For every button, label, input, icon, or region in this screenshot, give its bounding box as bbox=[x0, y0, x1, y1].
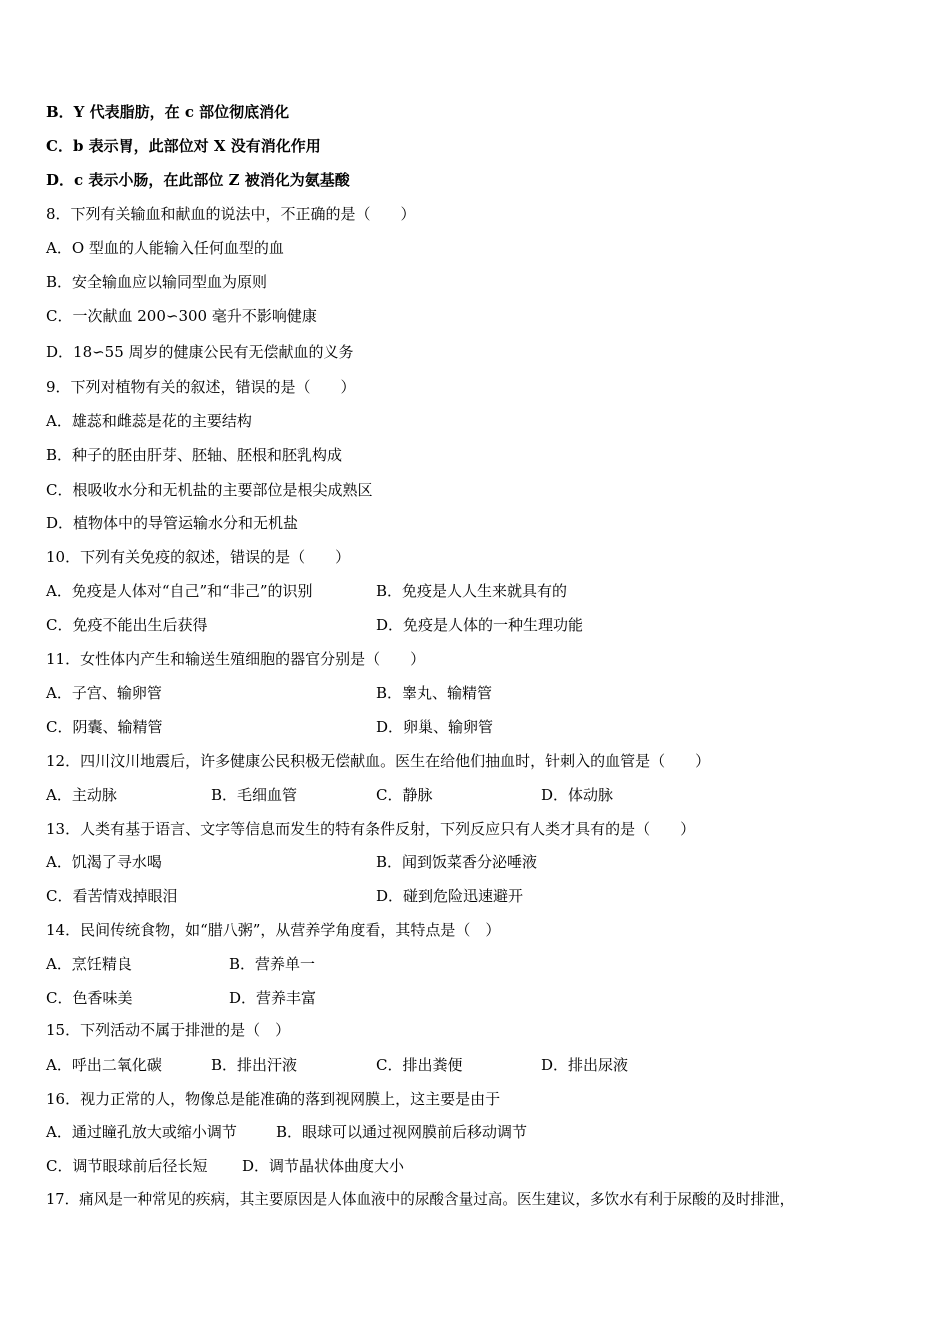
q15-stem: 15．下列活动不属于排泄的是（ ） bbox=[46, 1021, 291, 1039]
q13-stem: 13．人类有基于语言、文字等信息而发生的特有条件反射，下列反应只有人类才具有的是（ ） bbox=[46, 820, 696, 838]
q12-option-c: C．静脉 bbox=[376, 786, 433, 804]
q8-option-c: C．一次献血 200∽300 毫升不影响健康 bbox=[46, 307, 317, 325]
q12-option-d: D．体动脉 bbox=[541, 786, 614, 804]
q14-option-a: A．烹饪精良 bbox=[46, 955, 132, 973]
q13-option-a: A．饥渴了寻水喝 bbox=[46, 853, 162, 871]
q7-option-b: B．Y 代表脂肪，在 c 部位彻底消化 bbox=[46, 103, 290, 121]
q11-stem: 11．女性体内产生和输送生殖细胞的器官分别是（ ） bbox=[46, 650, 426, 668]
q11-option-c: C．阴囊、输精管 bbox=[46, 718, 163, 736]
q9-option-c: C．根吸收水分和无机盐的主要部位是根尖成熟区 bbox=[46, 481, 373, 499]
q9-option-a: A．雄蕊和雌蕊是花的主要结构 bbox=[46, 412, 252, 430]
q16-option-c: C．调节眼球前后径长短 bbox=[46, 1157, 208, 1175]
q10-option-b: B．免疫是人人生来就具有的 bbox=[376, 582, 568, 600]
q9-option-b: B．种子的胚由肝芽、胚轴、胚根和胚乳构成 bbox=[46, 446, 343, 464]
q10-option-a: A．免疫是人体对“自己”和“非己”的识别 bbox=[46, 582, 313, 600]
q15-option-c: C．排出粪便 bbox=[376, 1056, 463, 1074]
q12-option-b: B．毛细血管 bbox=[211, 786, 298, 804]
q11-option-d: D．卵巢、输卵管 bbox=[376, 718, 494, 736]
q16-option-b: B．眼球可以通过视网膜前后移动调节 bbox=[276, 1123, 528, 1141]
q14-option-b: B．营养单一 bbox=[229, 955, 316, 973]
q8-option-b: B．安全输血应以输同型血为原则 bbox=[46, 273, 268, 291]
q17-stem: 17．痛风是一种常见的疾病，其主要原因是人体血液中的尿酸含量过高。医生建议，多饮水有利于尿酸的及时排泄， bbox=[46, 1191, 795, 1208]
q15-option-b: B．排出汗液 bbox=[211, 1056, 298, 1074]
q8-stem: 8．下列有关输血和献血的说法中，不正确的是（ ） bbox=[46, 205, 416, 223]
q13-option-d: D．碰到危险迅速避开 bbox=[376, 887, 524, 905]
q10-option-c: C．免疫不能出生后获得 bbox=[46, 616, 208, 634]
q8-option-d: D．18∽55 周岁的健康公民有无偿献血的义务 bbox=[46, 343, 354, 361]
q10-option-d: D．免疫是人体的一种生理功能 bbox=[376, 616, 584, 634]
q12-option-a: A．主动脉 bbox=[46, 786, 117, 804]
q16-stem: 16．视力正常的人，物像总是能准确的落到视网膜上，这主要是由于 bbox=[46, 1090, 501, 1108]
q16-option-a: A．通过瞳孔放大或缩小调节 bbox=[46, 1123, 237, 1141]
q7-option-d: D．c 表示小肠，在此部位 Z 被消化为氨基酸 bbox=[46, 171, 350, 189]
q11-option-b: B．睾丸、输精管 bbox=[376, 684, 493, 702]
q14-stem: 14．民间传统食物，如“腊八粥”，从营养学角度看，其特点是（ ） bbox=[46, 921, 501, 939]
q15-option-d: D．排出尿液 bbox=[541, 1056, 629, 1074]
q9-stem: 9．下列对植物有关的叙述，错误的是（ ） bbox=[46, 378, 356, 396]
q16-option-d: D．调节晶状体曲度大小 bbox=[242, 1157, 405, 1175]
q14-option-d: D．营养丰富 bbox=[229, 989, 317, 1007]
q12-stem: 12．四川汶川地震后，许多健康公民积极无偿献血。医生在给他们抽血时，针刺入的血管是（ ） bbox=[46, 752, 711, 770]
q8-option-a: A．O 型血的人能输入任何血型的血 bbox=[46, 239, 284, 257]
q11-option-a: A．子宫、输卵管 bbox=[46, 684, 162, 702]
q14-option-c: C．色香味美 bbox=[46, 989, 133, 1007]
q9-option-d: D．植物体中的导管运输水分和无机盐 bbox=[46, 514, 299, 532]
q10-stem: 10．下列有关免疫的叙述，错误的是（ ） bbox=[46, 548, 351, 566]
q13-option-b: B．闻到饭菜香分泌唾液 bbox=[376, 853, 538, 871]
q13-option-c: C．看苦情戏掉眼泪 bbox=[46, 887, 178, 905]
q7-option-c: C．b 表示胃，此部位对 X 没有消化作用 bbox=[46, 137, 321, 155]
q15-option-a: A．呼出二氧化碳 bbox=[46, 1056, 162, 1074]
